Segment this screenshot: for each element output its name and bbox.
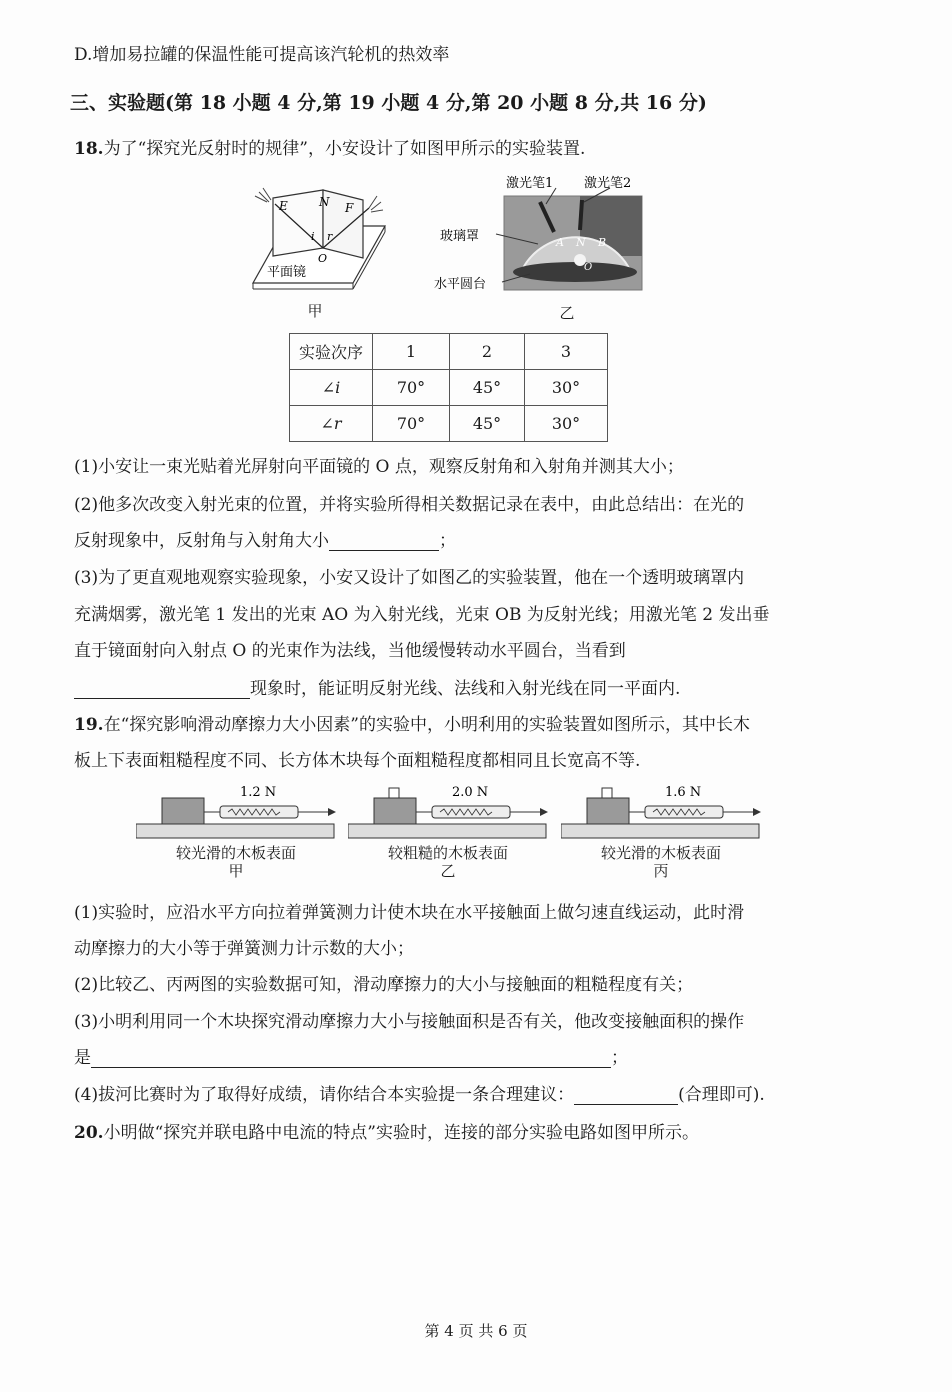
table-cell: 45° [450,370,525,406]
q20-number: 20. [74,1123,104,1143]
table-cell: 45° [450,406,525,442]
table-cell: 2 [450,334,525,370]
q19-part4-text: (4)拔河比赛时为了取得好成绩，请你结合本实验提一条合理建议： [74,1085,575,1105]
option-d: D.增加易拉罐的保温性能可提高该汽轮机的热效率 [74,45,450,65]
table-cell: 1 [373,334,450,370]
table-cell: 3 [525,334,608,370]
q19-number: 19. [74,715,104,735]
yi-label-b: B [598,236,607,249]
table-header-row [290,334,608,370]
q18-stem-text: 为了“探究光反射时的规律”，小安设计了如图甲所示的实验装置. [103,139,586,159]
q18-part1: (1)小安让一束光贴着光屏射向平面镜的 O 点，观察反射角和入射角并测其大小； [74,457,684,477]
q18-number: 18. [74,139,104,159]
q19-figure-caption: 甲 [228,862,244,880]
q19-part3b-text: 是 [74,1048,91,1068]
force-reading: 2.0 N [452,785,489,800]
q19-surface-label: 较粗糙的木板表面 [387,844,508,862]
table-cell: 实验次序 [290,334,373,370]
q19-part3b [74,1043,628,1068]
laser-pen-2 [580,200,582,230]
q18-part3b: 充满烟雾，激光笔 1 发出的光束 AO 为入射光线，光束 OB 为反射光线；用激光笔 2 发出垂 [74,605,770,625]
answer-blank[interactable] [329,532,439,551]
q19-figure-caption: 丙 [653,862,669,880]
q19-surface-label: 较光滑的木板表面 [600,844,721,862]
q19-figure-yi [348,780,548,840]
q18-part3d-text: 现象时，能证明反射光线、法线和入射光线在同一平面内. [250,679,681,699]
q20-stem [74,1118,699,1143]
q19-figure-jia [136,780,336,840]
wood-board [561,824,759,838]
label-e: E [279,199,288,213]
q18-part2a: (2)他多次改变入射光束的位置，并将实验所得相关数据记录在表中，由此总结出：在光的 [74,495,745,515]
spring-scale [432,806,510,818]
yi-label-a: A [556,236,564,249]
weight [389,788,399,798]
q19-part4-end: (合理即可). [678,1085,765,1105]
figure-jia-caption: 甲 [307,302,323,320]
q18-part2b-text: 反射现象中，反射角与入射角大小 [74,531,329,551]
q20-stem-text: 小明做“探究并联电路中电流的特点”实验时，连接的部分实验电路如图甲所示。 [103,1123,699,1143]
q18-data-table [289,333,608,442]
pull-arrow [328,808,336,816]
q18-part2b [74,526,456,551]
q19-part3b-end: ； [611,1048,628,1068]
label-f: F [345,201,354,215]
yi-label-table: 水平圆台 [434,277,487,292]
table-row [290,406,608,442]
label-mirror: 平面镜 [267,265,307,280]
wood-block [374,798,416,824]
pull-arrow [753,808,761,816]
wood-board [348,824,546,838]
q19-figure-bing [561,780,761,840]
table-cell: ∠r [290,406,373,442]
q18-part3d [74,674,680,699]
q18-part3c: 直于镜面射向入射点 O 的光束作为法线，当他缓慢转动水平圆台，当看到 [74,641,626,661]
table-cell: ∠i [290,370,373,406]
label-o: O [318,252,328,265]
yi-label-pen1: 激光笔1 [506,176,554,191]
wood-block [587,798,629,824]
q18-part3a: (3)为了更直观地观察实验现象，小安又设计了如图乙的实验装置，他在一个透明玻璃罩内 [74,568,745,588]
table-cell: 30° [525,370,608,406]
q19-part3a: (3)小明利用同一个木块探究滑动摩擦力大小与接触面积是否有关，他改变接触面积的操作 [74,1012,745,1032]
q19-part1a: (1)实验时，应沿水平方向拉着弹簧测力计使木块在水平接触面上做匀速直线运动，此时滑 [74,903,745,923]
q18-part2b-end: ； [439,531,456,551]
force-reading: 1.2 N [240,785,277,800]
answer-blank[interactable] [74,680,250,699]
table-cell: 70° [373,370,450,406]
q19-figure-caption: 乙 [440,862,456,880]
weight [602,788,612,798]
spring-scale [645,806,723,818]
label-r: r [327,230,333,243]
q19-part1b: 动摩擦力的大小等于弹簧测力计示数的大小； [74,939,414,959]
wood-board [136,824,334,838]
q18-stem [74,134,585,159]
label-i: i [311,230,315,243]
table-cell: 70° [373,406,450,442]
q19-part4 [74,1080,765,1105]
q19-stem-a-text: 在“探究影响滑动摩擦力大小因素”的实验中，小明利用的实验装置如图所示，其中长木 [103,715,750,735]
q19-stem-b: 板上下表面粗糙程度不同、长方体木块每个面粗糙程度都相同且长宽高不等. [74,751,641,771]
yi-label-cover: 玻璃罩 [440,229,480,244]
answer-blank[interactable] [574,1086,678,1105]
section-title: 三、实验题(第 18 小题 4 分,第 19 小题 4 分,第 20 小题 8 分,共 16 分) [70,92,707,114]
force-reading: 1.6 N [665,785,702,800]
yi-label-pen2: 激光笔2 [584,176,632,191]
figure-yi [430,170,645,295]
figure-yi-caption: 乙 [559,304,575,322]
answer-blank[interactable] [91,1049,611,1068]
pull-arrow [540,808,548,816]
spring-scale [220,806,298,818]
table-row [290,370,608,406]
table-cell: 30° [525,406,608,442]
yi-label-n: N [576,236,586,249]
q19-stem-a [74,710,750,735]
yi-label-o: O [584,262,593,273]
q19-part2: (2)比较乙、丙两图的实验数据可知，滑动摩擦力的大小与接触面的粗糙程度有关； [74,975,694,995]
round-table [513,262,637,282]
q19-surface-label: 较光滑的木板表面 [175,844,296,862]
wood-block [162,798,204,824]
label-n: N [319,195,330,209]
page-footer: 第 4 页 共 6 页 [424,1322,528,1340]
